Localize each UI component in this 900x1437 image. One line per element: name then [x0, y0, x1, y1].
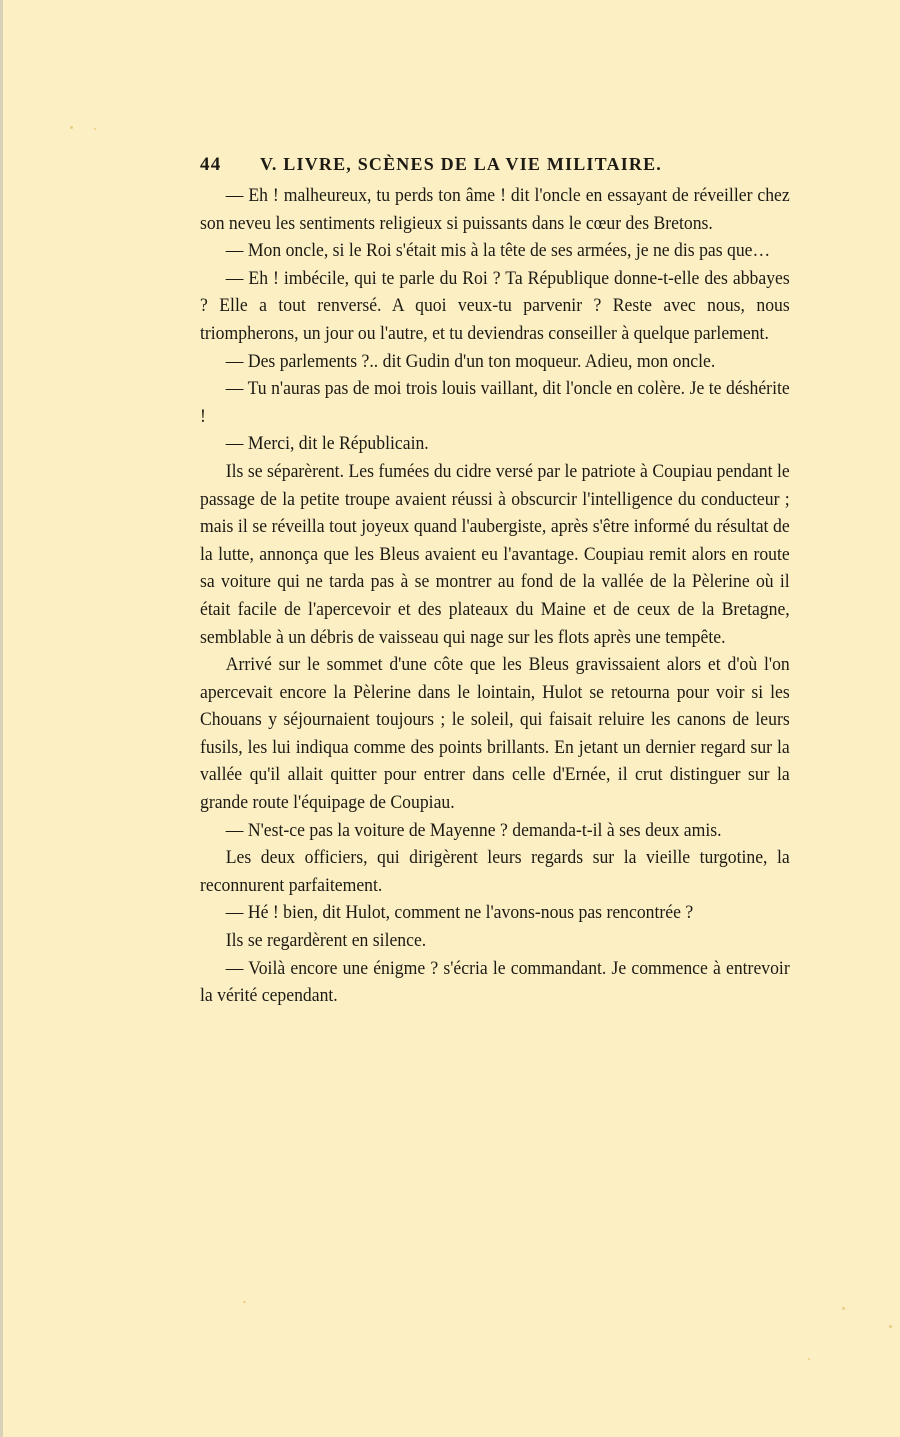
- paragraph: — Des parlements ?.. dit Gudin d'un ton moqueur. Adieu, mon oncle.: [225, 350, 716, 372]
- running-title: V. LIVRE, SCÈNES DE LA VIE MILITAIRE.: [260, 154, 663, 174]
- paragraph: — Hé ! bien, dit Hulot, comment ne l'avons-nous pas rencontrée ?: [225, 902, 694, 924]
- paragraph: — Eh ! malheureux, tu perds ton âme ! dit l'oncle en essayant de réveiller chez son neveu les sentiments religieux si puissants dans le cœur des Bretons.: [200, 185, 790, 234]
- paper-speckle: [70, 126, 73, 129]
- paragraph: — Mon oncle, si le Roi s'était mis à la tête de ses armées, je ne dis pas que…: [225, 240, 771, 262]
- book-page: [200, 154, 790, 1010]
- paragraph: Ils se regardèrent en silence.: [225, 930, 427, 952]
- paper-speckle: [808, 1358, 810, 1360]
- page-header: [200, 154, 790, 182]
- paper-speckle: [94, 128, 96, 130]
- paper-speckle: [842, 1307, 845, 1310]
- paragraph: — N'est-ce pas la voiture de Mayenne ? demanda-t-il à ses deux amis.: [225, 819, 722, 841]
- paragraph: — Eh ! imbécile, qui te parle du Roi ? Ta République donne-t-elle des abbayes ? Elle a tout renversé. A quoi veux-tu parvenir ? Reste avec nous, nous triompherons, un jour ou l'autre, et tu deviendras conseiller à quelque parlement.: [200, 267, 790, 344]
- page-body: [200, 182, 790, 1010]
- paragraph: — Merci, dit le Républicain.: [225, 433, 429, 455]
- paragraph: Arrivé sur le sommet d'une côte que les Bleus gravissaient alors et d'où l'on apercevait encore la Pèlerine dans le lointain, Hulot se retourna pour voir si les Chouans y séjournaient toujours ; le soleil, qui faisait reluire les canons de leurs fusils, les lui indiqua comme des points brillants. En jetant un dernier regard sur la vallée qu'il allait quitter pour entrer dans celle d'Ernée, il crut distinguer sur la grande route l'équipage de Coupiau.: [200, 654, 790, 814]
- paper-speckle: [889, 1325, 892, 1328]
- paragraph: — Tu n'auras pas de moi trois louis vaillant, dit l'oncle en colère. Je te déshérite !: [200, 378, 790, 427]
- paragraph: — Voilà encore une énigme ? s'écria le commandant. Je commence à entrevoir la vérité cependant.: [200, 957, 790, 1007]
- paragraph: Ils se séparèrent. Les fumées du cidre versé par le patriote à Coupiau pendant le passage de la petite troupe avaient réussi à obscurcir l'intelligence du conducteur ; mais il se réveilla tout joyeux quand l'aubergiste, après s'être informé du résultat de la lutte, annonça que les Bleus avaient eu l'avantage. Coupiau remit alors en route sa voiture qui ne tarda pas à se montrer au fond de la vallée de la Pèlerine où il était facile de l'apercevoir et des plateaux du Maine et de ceux de la Bretagne, semblable à un débris de vaisseau qui nage sur les flots après une tempête.: [200, 460, 790, 648]
- paper-speckle: [243, 1301, 246, 1303]
- page-number: 44: [200, 154, 222, 175]
- paragraph: Les deux officiers, qui dirigèrent leurs regards sur la vieille turgotine, la reconnurent parfaitement.: [200, 847, 790, 896]
- page-edge: [0, 0, 3, 1437]
